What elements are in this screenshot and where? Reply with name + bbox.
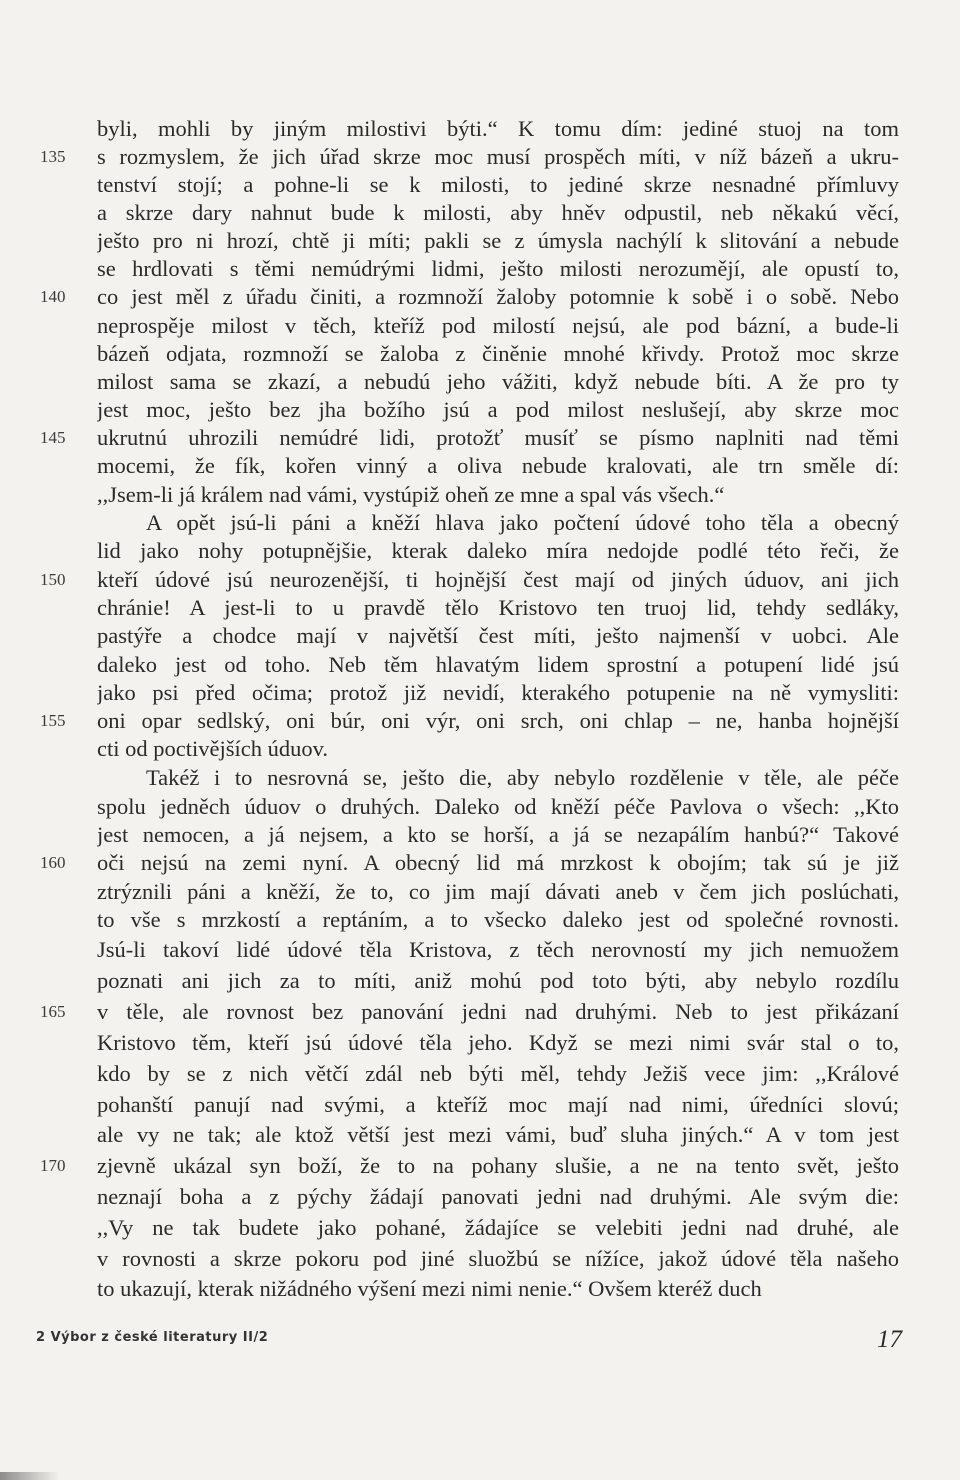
text-line: jest nemocen, a já nejsem, a kto se horší, a já se nezapálím hanbú?“ Takové [97,822,899,847]
text-line: neznají boha a z pýchy žádají panovati jedni nad druhými. Ale svým die: [97,1184,899,1209]
text-line: jest moc, ješto bez jha božího jsú a pod milost neslušejí, aby skrze moc [97,397,899,422]
text-line: kteří údové jsú neurozenější, ti hojnější čest mají od jiných úduov, ani jich [97,567,899,592]
text-line: jako psi před očima; protož již nevidí, kterakého potupenie na ně vymysliti: [97,680,899,705]
text-line: A opět jsú-li páni a kněží hlava jako počtení údové toho těla a obecný [146,510,899,535]
text-line: pohanští panují nad svými, a kteříž moc mají nad nimi, úředníci slovú; [97,1092,899,1117]
line-number: 160 [40,853,66,872]
line-number: 135 [40,147,66,166]
text-line: chránie! A jest-li to u pravdě tělo Kristovo ten truoj lid, tehdy sedláky, [97,595,899,620]
text-line: to vše s mrzkostí a reptáním, a to všecko daleko jest od společné rovnosti. [97,907,899,932]
text-line: a skrze dary nahnut bude k milosti, aby hněv odpustil, neb někakú věcí, [97,200,899,225]
text-line: oni opar sedlský, oni búr, oni výr, oni srch, oni chlap – ne, hanba hojnější [97,708,899,733]
text-line: ale vy ne tak; ale ktož větší jest mezi vámi, buď sluha jiných.“ A v tom jest [97,1122,899,1147]
text-line: v rovnosti a skrze pokoru pod jiné sluožbú se nížíce, jakož údové těla našeho [97,1246,899,1271]
text-line: Kristovo těm, kteří jsú údové těla jeho. Když se mezi nimi svár stal o to, [97,1030,899,1055]
line-number: 165 [40,1002,66,1021]
text-line: co jest měl z úřadu činiti, a rozmnoží žaloby potomnie k sobě i o sobě. Nebo [97,284,899,309]
text-line: s rozmyslem, že jich úřad skrze moc musí prospěch míti, v níž bázeň a ukru- [97,144,899,169]
text-line: tenství stojí; a pohne-li se k milosti, to jediné skrze nesnadné přímluvy [97,172,899,197]
text-line: ješto pro ni hrozí, chtě ji míti; pakli se z úmysla nachýlí k slitování a nebude [97,228,899,253]
page-number: 17 [877,1326,902,1353]
text-line: milost sama se zkazí, a nebudú jeho vážiti, když nebude bíti. A že pro ty [97,369,899,394]
text-line: oči nejsú na zemi nyní. A obecný lid má mrzkost k obojím; tak sú je již [97,850,899,875]
scan-edge-mark [0,1472,60,1480]
text-line: bázeň odjata, rozmnoží se žaloba z činěnie mnohé křivdy. Protož moc skrze [97,341,899,366]
text-line: Jsú-li takoví lidé údové těla Kristova, z těch nerovností my jich nemuožem [97,937,899,962]
text-line: ,,Jsem-li já králem nad vámi, vystúpiž oheň ze mne a spal vás všech.“ [97,482,725,507]
text-line: to ukazují, kterak nižádného výšení mezi nimi nenie.“ Ovšem kteréž duch [97,1276,762,1301]
line-number: 155 [40,711,66,730]
text-line: cti od poctivějších úduov. [97,736,328,761]
text-line: zjevně ukázal syn boží, že to na pohany slušie, a ne na tento svět, ješto [97,1153,899,1178]
line-number: 140 [40,287,66,306]
text-line: spolu jedněch úduov o druhých. Daleko od kněží péče Pavlova o všech: ,,Kto [97,794,899,819]
text-line: ukrutnú uhrozili nemúdré lidi, protožť musíť se písmo naplniti nad těmi [97,425,899,450]
text-line: v těle, ale rovnost bez panování jedni nad druhými. Neb to jest přikázaní [97,999,899,1024]
line-number: 170 [40,1156,66,1175]
line-number: 145 [40,428,66,447]
printer-signature: 2 Výbor z české literatury II/2 [36,1330,269,1345]
text-line: kdo by se z nich větčí zdál neb býti měl, tehdy Ježiš vece jim: ,,Králové [97,1061,899,1086]
text-line: neprospěje milost v těch, kteříž pod milostí nejsú, ale pod bázní, a bude-li [97,313,899,338]
text-line: se hrdlovati s těmi nemúdrými lidmi, ješto milosti nerozumějí, ale opustí to, [97,256,899,281]
text-line: byli, mohli by jiným milostivi býti.“ K tomu dím: jediné stuoj na tom [97,116,899,141]
text-line: poznati ani jich za to míti, aniž mohú pod toto býti, aby nebylo rozdílu [97,968,899,993]
text-line: lid jako nohy potupnějšie, kterak daleko míra nedojde podlé této řeči, že [97,538,899,563]
text-line: Takéž i to nesrovná se, ješto die, aby nebylo rozdělenie v těle, ale péče [146,765,899,790]
text-line: mocemi, že fík, kořen vinný a oliva nebude kralovati, ale trn směle dí: [97,453,899,478]
line-number: 150 [40,570,66,589]
text-line: pastýře a chodce mají v najvětší čest míti, ješto najmenší v uobci. Ale [97,623,899,648]
text-line: ztrýznili páni a kněží, že to, co jim mají dávati aneb v čem jich poslúchati, [97,879,899,904]
text-line: ,,Vy ne tak budete jako pohané, žádajíce se velebiti jedni nad druhé, ale [97,1215,899,1240]
text-line: daleko jest od toho. Neb těm hlavatým lidem sprostní a potupení lidé jsú [97,652,899,677]
